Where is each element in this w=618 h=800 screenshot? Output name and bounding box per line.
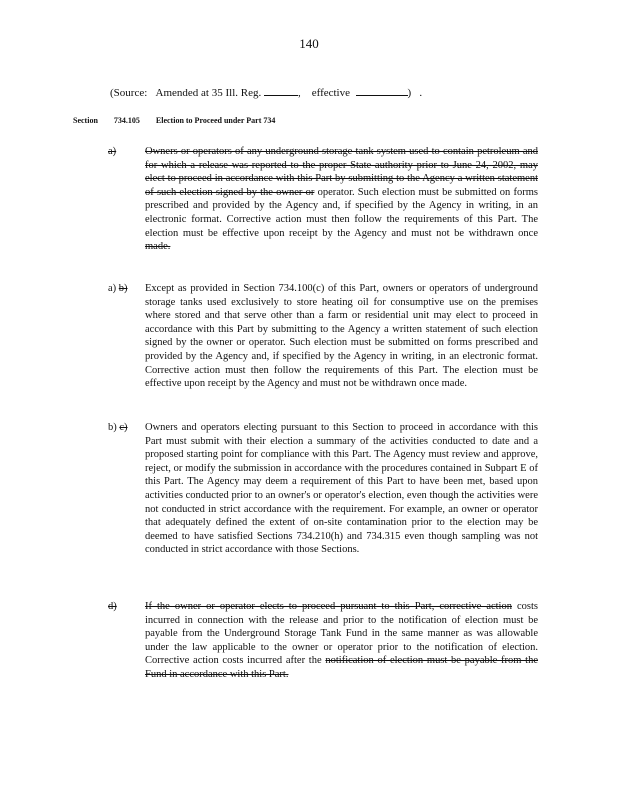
paragraph-a-text xyxy=(145,145,538,254)
paragraph-b-mark xyxy=(108,282,128,296)
source-effective: effective xyxy=(311,87,350,99)
paragraph-a xyxy=(108,145,538,254)
source-close: ) xyxy=(407,87,412,99)
section-label: Section xyxy=(73,116,98,125)
section-number: 734.105 xyxy=(113,116,140,125)
page-number: 140 xyxy=(299,36,319,51)
source-amended: Amended at 35 Ill. Reg. xyxy=(155,87,262,99)
register-blank xyxy=(264,86,298,96)
source-note xyxy=(110,86,422,99)
paragraph-c-new-mark: b) xyxy=(108,422,120,433)
paragraph-d-deleted-end: notification of election must be payable from the Fund in accordance with this Part. xyxy=(145,655,539,680)
source-period: . xyxy=(419,87,423,99)
paragraph-c-old-mark: c) xyxy=(119,422,128,433)
paragraph-c xyxy=(108,421,538,557)
paragraph-d-text xyxy=(145,600,538,682)
paragraph-b-new-mark: a) xyxy=(108,283,119,294)
paragraph-b xyxy=(108,282,538,391)
source-comma: , xyxy=(297,87,301,99)
paragraph-d-mark: d) xyxy=(108,601,117,612)
effective-date-blank xyxy=(356,86,408,96)
paragraph-a-deleted-start: Owners or operators of any underground storage tank system used to contain petroleum and for which a release was reported to the proper State authority prior to June 24, 2002, may elect to proceed in accordance with this Part by submitting to the Agency a written statement of such election signed by the owner or xyxy=(145,146,538,198)
paragraph-a-retained: operator. Such election must be submitted on forms prescribed and provided by the Agency and, if specified by the Agency in writing, in an electronic format. Corrective action must then follow the requirements of this Part. The election must be effective upon receipt by the Agency and must not be withdrawn once xyxy=(145,186,538,239)
paragraph-d xyxy=(108,600,538,682)
source-label: (Source: xyxy=(110,87,148,99)
paragraph-c-text: Owners and operators electing pursuant to this Section to proceed in accordance with this Part must submit with their election a summary of the activities conducted to date and a proposed starting point for compliance with this Part. The Agency must review and approve, reject, or modify the submission in accordance with the procedures contained in Subpart E of this Part. The Agency may deem a requirement of this Part to have been met, based upon activities conducted prior to an owner's or operator's election, even though the activities were not conducted in strict accordance with the requirement. For example, an owner or operator that adequately defined the extent of on-site contamination prior to the election may be deemed to have satisfied Sections 734.210(h) and 734.315 even though sampling was not conducted in strict accordance with those Sections. xyxy=(145,422,538,556)
paragraph-a-deleted-end: made. xyxy=(145,241,171,253)
paragraph-d-deleted-start: If the owner or operator elects to proceed pursuant to this Part, corrective action xyxy=(145,601,512,612)
paragraph-a-mark: a) xyxy=(108,146,117,157)
paragraph-d-retained: costs incurred in connection with the release and prior to the notification of election must be payable from the Underground Storage Tank Fund in the same manner as was allowable under the law applicable to the owner or operator prior to the notification of election. Corrective action costs incurred after the xyxy=(145,601,539,667)
section-heading xyxy=(73,116,289,125)
paragraph-c-mark xyxy=(108,421,128,435)
paragraph-b-text: Except as provided in Section 734.100(c) of this Part, owners or operators of underground storage tanks used exclusively to store heating oil for consumptive use on the premises where stored and that serve other than a farm or residential unit may elect to proceed in accordance with this Part by submitting to the Agency a written statement of such election signed by the owner or operator. Such election must be submitted on forms prescribed and provided by the Agency and, if specified by the Agency in writing, in an electronic format. Corrective action must then follow the requirements of this Part. The election must be effective upon receipt by the Agency and must not be withdrawn once made. xyxy=(145,283,538,390)
paragraph-b-old-mark: b) xyxy=(118,283,128,294)
section-title: Election to Proceed under Part 734 xyxy=(155,116,276,125)
